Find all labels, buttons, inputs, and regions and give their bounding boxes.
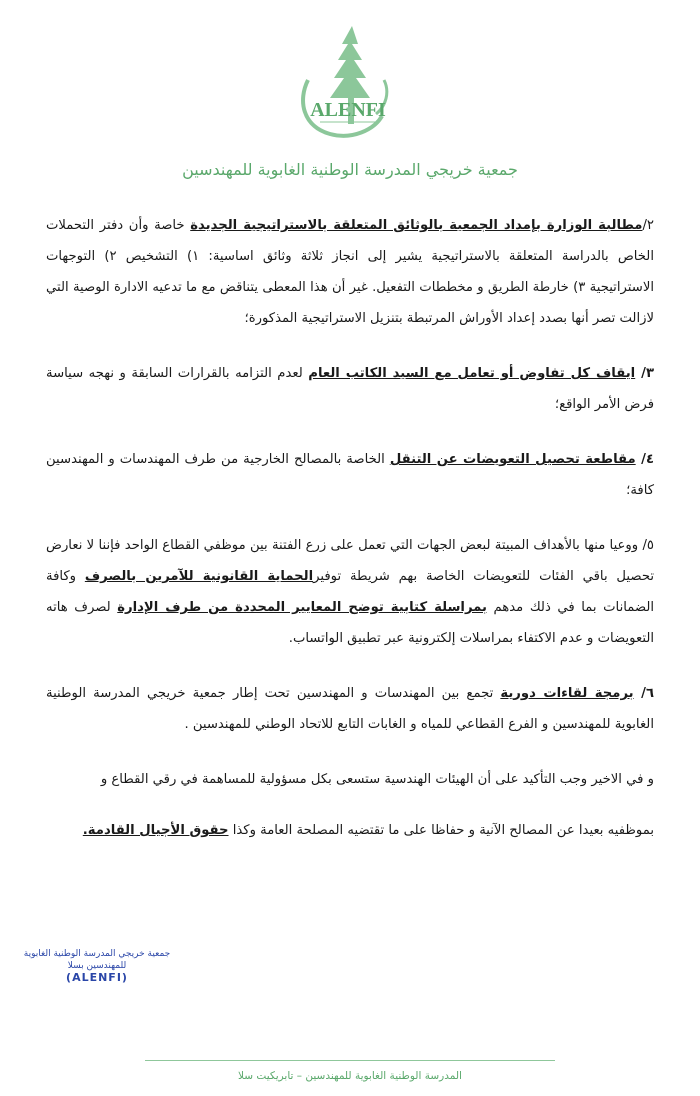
paragraph-3	[46, 358, 654, 420]
p5-bold1: الحماية القانونية للآمرين بالصرف	[84, 569, 314, 584]
logo-text: ALENFI	[310, 99, 386, 121]
stamp-code: (ALENFI)	[66, 971, 128, 984]
p3-lead: ٣/	[635, 366, 654, 381]
closing-text-2: بموظفيه بعيدا عن المصالح الآنية و حفاظا على ما تقتضيه المصلحة العامة وكذا	[228, 823, 654, 838]
organization-stamp	[22, 948, 172, 984]
p2-lead: ٢/	[642, 218, 655, 233]
letter-body	[46, 210, 654, 870]
closing-bold: حقوق الأجيال القادمة.	[82, 823, 229, 838]
footer-divider	[145, 1060, 555, 1061]
p6-lead: ٦/	[633, 686, 654, 701]
p4-lead: ٤/	[635, 452, 654, 467]
paragraph-4	[46, 444, 654, 506]
closing-text-1: و في الاخير وجب التأكيد على أن الهيئات الهندسية ستسعى بكل مسؤولية للمساهمة في رقي القطاع و	[100, 772, 654, 787]
p4-rest: الخاصة بالمصالح الخارجية من طرف المهندسات و المهندسين كافة؛	[46, 452, 654, 498]
alenfi-logo	[290, 22, 410, 152]
p5-text1: ٥/ ووعيا منها بالأهداف المبيتة لبعض الجهات التي تعمل على زرع الفتنة بين موظفي القطاع الواحد فإننا لا نعارض تحصيل باقي الفئات للتعويضات الخاصة بهم شريطة توفير	[46, 538, 655, 584]
p3-rest: لعدم التزامه بالقرارات السابقة و نهجه سياسة فرض الأمر الواقع؛	[46, 366, 654, 412]
p2-bold: مطالبة الوزارة بإمداد الجمعية بالوثائق المتعلقة بالاستراتيجية الجديدة	[190, 218, 643, 233]
paragraph-2	[46, 210, 654, 334]
stamp-line-1: جمعية خريجي المدرسة الوطنية الغابوية	[23, 949, 171, 959]
stamp-line-2: للمهندسين بسلا	[67, 961, 127, 971]
p5-bold2: بمراسلة كتابية توضح المعايير المحددة من طرف الإدارة	[117, 600, 487, 615]
paragraph-5	[46, 530, 654, 654]
p4-bold: مقاطعة تحصيل التعويضات عن التنقل	[389, 452, 636, 467]
paragraph-6	[46, 678, 654, 740]
p6-bold: برمجة لقاءات دورية	[500, 686, 634, 701]
p3-bold: ايقاف كل تفاوض أو تعامل مع السيد الكاتب العام	[308, 366, 636, 381]
p2-rest: خاصة وأن دفتر التحملات الخاص بالدراسة المتعلقة بالاستراتيجية يشير إلى انجاز ثلاثة وثائق اساسية: ١) التشخيص ٢) التوجهات الاستراتيجية ٣) خارطة الطريق و مخططات التفعيل. غير أن هذا المعطى يتناقض مع ما تدعيه الادارة الوصية التي لازالت تصر أنها بصدد إعداد الأوراش المرتبطة بتنزيل الاستراتيجية المذكورة؛	[46, 218, 655, 326]
closing-line-2	[46, 815, 654, 846]
p6-rest: تجمع بين المهندسات و المهندسين تحت إطار جمعية خريجي المدرسة الوطنية الغابوية للمهندسين و الفرع القطاعي للمياه و الغابات التابع للاتحاد الوطني للمهندسين .	[46, 686, 654, 732]
p5-text2: وكافة الضمانات بما في ذلك مدهم	[46, 569, 655, 615]
organization-title: جمعية خريجي المدرسة الوطنية الغابوية للمهندسين	[182, 160, 518, 179]
footer-text: المدرسة الوطنية الغابوية للمهندسين – تابريكيت سلا	[238, 1070, 462, 1082]
p5-text3: لصرف هاته التعويضات و عدم الاكتفاء بمراسلات إلكترونية عبر تطبيق الواتساب.	[46, 600, 654, 646]
closing-line-1	[46, 764, 654, 795]
